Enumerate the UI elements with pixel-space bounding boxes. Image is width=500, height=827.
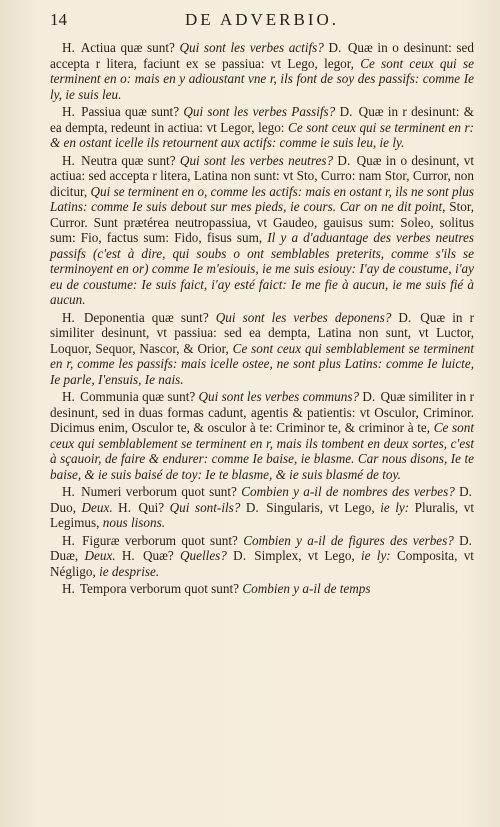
latin-text: Duæ, xyxy=(50,548,85,563)
page-header xyxy=(50,10,474,40)
latin-text: Simplex, vt Lego, xyxy=(248,548,361,563)
speaker-mark: D. xyxy=(240,499,259,515)
latin-text: Singularis, vt Lego, xyxy=(260,499,381,515)
speaker-mark: H. xyxy=(112,499,131,515)
french-text: Qui sont les verbes communs? xyxy=(198,389,360,404)
latin-text: Numeri verborum quot sunt? xyxy=(76,484,242,499)
speaker-mark: D. xyxy=(454,484,472,499)
page-number: 14 xyxy=(50,10,67,29)
speaker-mark: H. xyxy=(62,484,75,499)
speaker-mark: H. xyxy=(115,548,135,563)
latin-text: Quæ similiter in r desinunt, sed in duas formas cadunt, agentis & patientis: vt Osculor, Criminor. Dicimus enim, Osculor te, & osculor à te: Criminor te, & criminor à te, xyxy=(50,389,474,435)
french-text: Ce sont ceux qui se terminent en r: & en ostant icelle ils retournent aux actifs: comme ie suis leu, ie ly. xyxy=(50,119,474,150)
latin-text: Tempora verborum quot sunt? xyxy=(76,581,243,596)
french-text: Combien y a-il de figures des verbes? xyxy=(243,532,454,548)
latin-text: Qui? xyxy=(133,499,170,515)
latin-text: Figuræ verborum quot sunt? xyxy=(76,532,244,548)
french-text: Combien y a-il de temps xyxy=(242,581,371,596)
french-text: Ce sont ceux qui semblablement se terminent en r, mais ils tombent en deux sortes, c'est à sçauoir, de faire & endurer: comme Ie baise, ie blasme. Car nous disons, Ie te baise, & ie suis baisé de toy: Ie te blasme, & ie suis blasmé de toy. xyxy=(50,420,474,482)
french-text: ie ly: xyxy=(380,499,410,515)
speaker-mark: D. xyxy=(333,152,351,168)
latin-text: Duo, xyxy=(50,499,82,515)
french-text: Qui sont les verbes Passifs? xyxy=(183,104,336,119)
speaker-mark: D. xyxy=(359,389,376,404)
french-text: Deux. xyxy=(81,499,113,515)
speaker-mark: H. xyxy=(62,389,75,404)
latin-text: Quæ in o desinunt, vt actiua: sed accepta r litera, Latina non sunt: vt Sto, Curro: nam Stor, Curror, non dicitur, xyxy=(50,152,474,199)
latin-text: Stor, Curror. Sunt prætérea neutropassiua, vt Gaudeo, gauisus sum: Soleo, solitus sum: Fio, factus sum: Fido, fisus sum, xyxy=(50,199,474,245)
speaker-mark: H. xyxy=(62,532,75,548)
speaker-mark: H. xyxy=(62,40,75,55)
french-text: nous lisons. xyxy=(102,515,166,530)
dialogue-paragraph xyxy=(50,153,474,308)
speaker-mark: H. xyxy=(62,581,75,596)
french-text: Deux. xyxy=(84,548,116,563)
latin-text: Pluralis, vt Legimus, xyxy=(50,499,474,530)
french-text: Ce sont ceux qui se terminent en o: mais en y adioustant vne r, ils font de soy des passifs: comme Ie ly, ie suis leu. xyxy=(50,55,474,102)
running-head: DE ADVERBIO. xyxy=(184,10,340,29)
latin-text: Passiua quæ sunt? xyxy=(76,104,184,119)
french-text: Qui sont les verbes deponens? xyxy=(215,309,392,325)
speaker-mark: D. xyxy=(323,40,342,55)
dialogue-paragraph xyxy=(50,104,474,151)
dialogue-paragraph xyxy=(50,310,474,388)
latin-text: Neutra quæ sunt? xyxy=(76,152,180,168)
french-text: Qui sont les verbes actifs? xyxy=(179,40,324,55)
latin-text: Actiua quæ sunt? xyxy=(76,40,180,55)
latin-text: Quæ in o desinunt: sed accepta r litera, faciunt ex se passiua: vt Lego, legor, xyxy=(50,40,475,71)
dialogue-paragraph xyxy=(50,484,474,531)
speaker-mark: D. xyxy=(453,532,472,548)
dialogue-paragraph xyxy=(50,581,474,597)
latin-text: Quæ in r similiter desinunt, vt passiua: sed ea dempta, Latina non sunt, vt Luctor, Loquor, Sequor, Nascor, & Orior, xyxy=(50,309,474,356)
speaker-mark: H. xyxy=(62,152,75,168)
speaker-mark: D. xyxy=(226,548,246,563)
dialogue-paragraph xyxy=(50,389,474,482)
speaker-mark: H. xyxy=(62,309,75,325)
page-body xyxy=(50,40,474,597)
french-text: Qui sont les verbes neutres? xyxy=(179,152,334,168)
latin-text: Composita, vt Négligo, xyxy=(50,548,474,579)
french-text: Quelles? xyxy=(180,548,227,563)
dialogue-paragraph xyxy=(50,533,474,580)
latin-text: Communia quæ sunt? xyxy=(76,389,199,404)
french-text: Qui sont-ils? xyxy=(169,499,241,515)
speaker-mark: H. xyxy=(62,104,75,119)
speaker-mark: D. xyxy=(335,104,353,119)
latin-text: Deponentia quæ sunt? xyxy=(76,309,216,325)
french-text: Combien y a-il de nombres des verbes? xyxy=(241,484,455,499)
french-text: Qui se terminent en o, comme les actifs: mais en ostant r, ils ne sont plus Latins: comme Ie suis debout sur mes pieds, ie cours. Car on ne dit point, xyxy=(50,183,474,214)
speaker-mark: D. xyxy=(391,309,412,325)
french-text: ie desprise. xyxy=(99,563,160,579)
latin-text: Quæ? xyxy=(136,548,181,563)
dialogue-paragraph xyxy=(50,40,474,102)
latin-text: Quæ in r desinunt: & ea dempta, redeunt in actiua: vt Legor, lego: xyxy=(50,104,474,135)
french-text: Il y a d'aduantage des verbes neutres passifs (c'est à dire, qui soubs o ont semblables preterits, comme s'ils se terminoyent en or) comme Ie m'esiouis, ie me suis esiouy: I'ay de coustume, i'ay eu de coustume: Ie suis faict, i'ay esté faict: Ie me fie à aucun, ie me suis fié à aucun. xyxy=(50,230,474,307)
french-text: Ce sont ceux qui semblablement se terminent en r, comme les passifs: mais icelle ostee, ne sont plus Latins: comme Ie luicte, Ie parle, I'ensuis, Ie nais. xyxy=(50,340,474,387)
french-text: ie ly: xyxy=(361,548,391,563)
